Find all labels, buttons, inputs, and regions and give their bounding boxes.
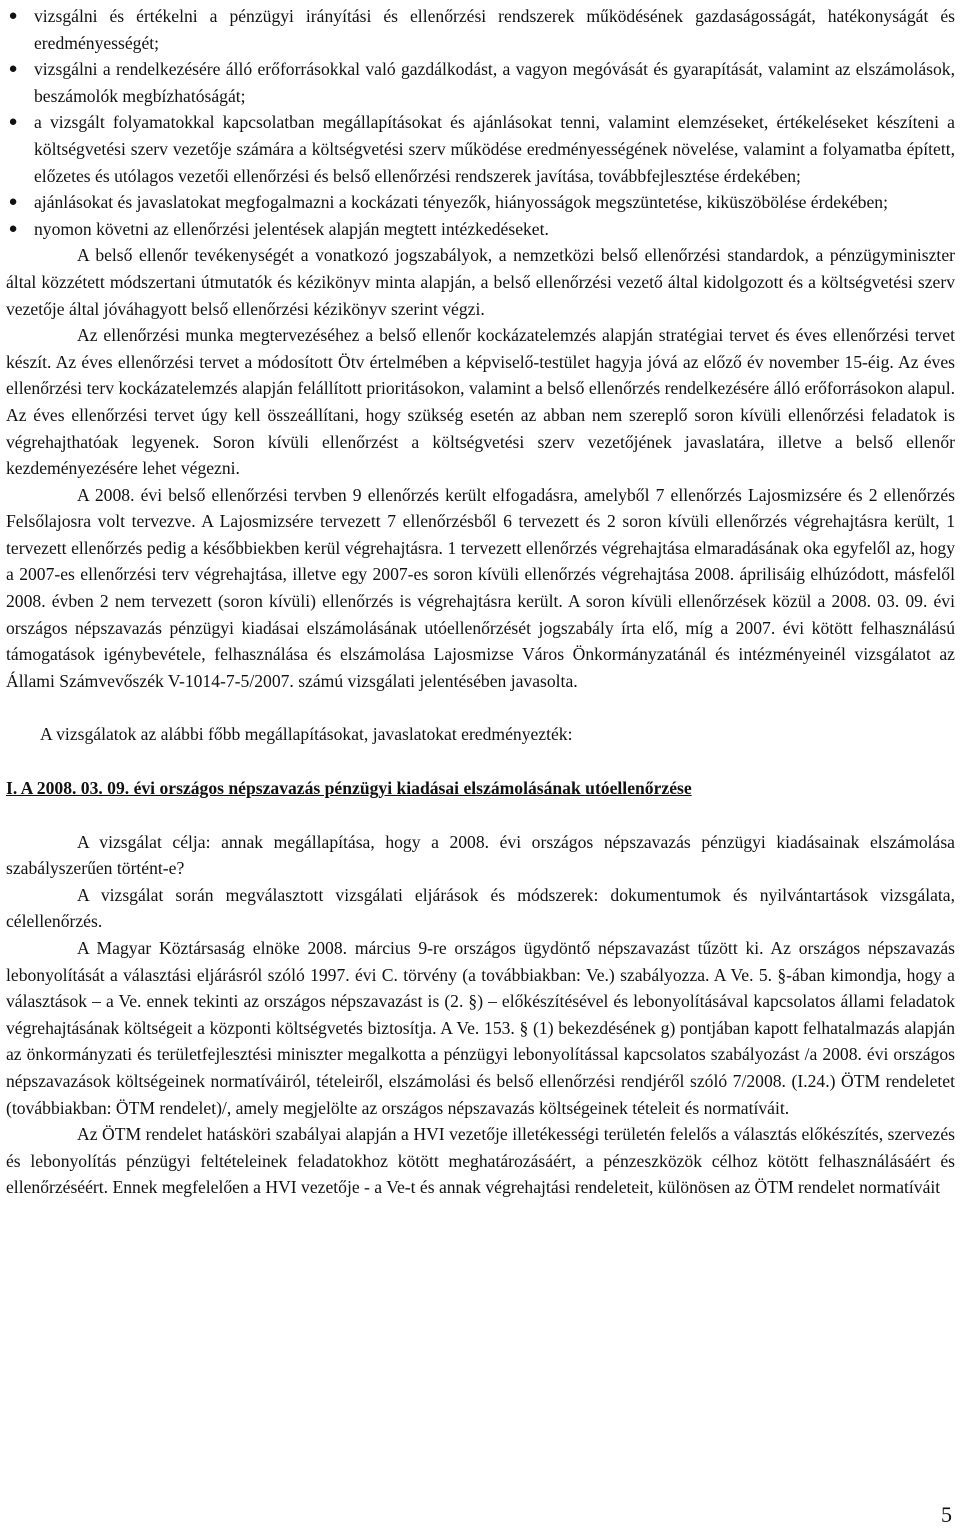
paragraph-referendum: A Magyar Köztársaság elnöke 2008. március 9-re országos ügydöntő népszavazást tűzött ki. Az országos népszavazás lebonyolítását a választási eljárásról szóló 1997. évi C. törvény (a továbbiakban: Ve.) szabályozza. A Ve. 5. §-ában kimondja, hogy a választások – a Ve. ennek tekinti az országos népszavazást is (2. §) – előkészítésével és lebonyolításával kapcsolatos állami feladatok végrehajtásának költségeit a központi költségvetés biztosítja. A Ve. 153. § (1) bekezdésének g) pontjában kapott felhatalmazás alapján az önkormányzati és területfejlesztési miniszter megalkotta a pénzügyi lebonyolítással kapcsolatos szabályozást /a 2008. évi országos népszavazások költségeinek normatíváiról, tételeiről, elszámolási és belső ellenőrzési rendjéről szóló 7/2008. (I.24.) ÖTM rendeletet (továbbiakban: ÖTM rendelet)/, amely megjelölte az országos népszavazás költségeinek tételeit és normatíváit. (6, 938, 955, 1118)
paragraph-2008-plan: A 2008. évi belső ellenőrzési tervben 9 ellenőrzés került elfogadásra, amelyből 7 ellenőrzés Lajosmizsére és 2 ellenőrzés Felsőlajosra volt tervezve. A Lajosmizsére tervezett 7 ellenőrzésből 6 tervezett és 2 soron kívüli ellenőrzés végrehajtásra került, 1 tervezett ellenőrzés pedig a későbbiekben kerül végrehajtásra. 1 tervezett ellenőrzés végrehajtása elmaradásának oka egyfelől az, hogy a 2007-es ellenőrzési terv végrehajtása, illetve egy 2007-es soron kívüli ellenőrzés végrehajtása 2008. áprilisáig elhúzódott, másfelől 2008. évben 2 nem tervezett (soron kívüli) ellenőrzés is végrehajtásra került. A soron kívüli ellenőrzések közül a 2008. 03. 09. évi országos népszavazás pénzügyi kiadásai elszámolásának utóellenőrzését jogszabály írta elő, míg a 2007. évi kötött felhasználású támogatások igénybevétele, felhasználása és elszámolása Lajosmizse Város Önkormányzatánál és intézményeinél vizsgálatot az Állami Számvevőszék V-1014-7-5/2007. számú vizsgálati jelentésében javasolta. (6, 484, 955, 691)
paragraph-otm-decree: Az ÖTM rendelet hatásköri szabályai alapján a HVI vezetője illetékességi területén felelős a választás előkészítés, szervezés és lebonyolítás pénzügyi feltételeinek feladatokhoz kötött meghatározásáért, a pénzeszközök célhoz kötött felhasználásáért és ellenőrzéséért. Ennek megfelelően a HVI vezetője - a Ve-t és annak végrehajtási rendeleteit, különösen az ÖTM rendelet normatíváit (6, 1124, 955, 1198)
bullet-icon: ● (8, 194, 18, 211)
list-item-text: nyomon követni az ellenőrzési jelentések alapján megtett intézkedéseket. (34, 218, 549, 239)
paragraph-planning: Az ellenőrzési munka megtervezéséhez a belső ellenőr kockázatelemzés alapján stratégiai tervet és éves ellenőrzési tervet készít. Az éves ellenőrzési tervet a módosított Ötv értelmében a képviselő-testület hagyja jóvá az előző év november 15-éig. Az éves ellenőrzési terv kockázatelemzés alapján felállított prioritásokon, valamint a belső ellenőrzés rendelkezésére álló erőforrásokon alapul. Az éves ellenőrzési tervet úgy kell összeállítani, hogy szükség esetén az abban nem szereplő soron kívüli ellenőrzési feladatok is végrehajthatóak legyenek. Soron kívüli ellenőrzést a költségvetési szerv vezetőjének javaslatára, illetve a belső ellenőr kezdeményezésére lehet végezni. (6, 325, 955, 479)
list-item-text: vizsgálni és értékelni a pénzügyi irányítási és ellenőrzési rendszerek működésének gazdaságosságát, hatékonyságát és eredményességét; (34, 6, 955, 53)
list-item-text: a vizsgált folyamatokkal kapcsolatban megállapításokat és ajánlásokat tenni, valamint elemzéseket, értékeléseket készíteni a költségvetési szerv vezetője számára a költségvetési szerv működése eredményességének növelése, valamint a folyamatba épített, előzetes és utólagos vezetői ellenőrzési és belső ellenőrzési rendszerek javítása, továbbfejlesztése érdekében; (34, 112, 955, 186)
paragraph-purpose: A vizsgálat célja: annak megállapítása, hogy a 2008. évi országos népszavazás pénzügyi kiadásainak elszámolása szabályszerűen történt-e? (6, 831, 955, 879)
list-item (6, 216, 955, 243)
list-item (6, 56, 955, 109)
list-item (6, 189, 955, 216)
list-item-text: vizsgálni a rendelkezésére álló erőforrásokkal való gazdálkodást, a vagyon megóvását és gyarapítását, valamint az elszámolások, beszámolók megbízhatóságát; (34, 59, 955, 106)
task-list (6, 3, 955, 242)
document-page (6, 3, 955, 1201)
paragraph-summary: A vizsgálatok az alábbi főbb megállapításokat, javaslatokat eredményezték: (40, 724, 573, 745)
list-item (6, 109, 955, 189)
section-heading: I. A 2008. 03. 09. évi országos népszavazás pénzügyi kiadásai elszámolásának utóellenőrzése (6, 778, 692, 799)
list-item (6, 3, 955, 56)
bullet-icon: ● (8, 114, 18, 131)
paragraph-methods: A vizsgálat során megválasztott vizsgálati eljárások és módszerek: dokumentumok és nyilvántartások vizsgálata, célellenőrzés. (6, 884, 955, 932)
list-item-text: ajánlásokat és javaslatokat megfogalmazni a kockázati tényezők, hiányosságok megszüntetése, kiküszöbölése érdekében; (34, 192, 888, 213)
bullet-icon: ● (8, 220, 18, 237)
paragraph-methodology: A belső ellenőr tevékenységét a vonatkozó jogszabályok, a nemzetközi belső ellenőrzési standardok, a pénzügyminiszter által közzétett módszertani útmutatók és kézikönyv minta alapján, a belső ellenőrzési vezető által kidolgozott és a költségvetési szerv vezetője által jóváhagyott belső ellenőrzési kézikönyv szerint végzi. (6, 245, 955, 319)
bullet-icon: ● (8, 8, 18, 24)
bullet-icon: ● (8, 61, 18, 78)
page-number: 5 (941, 1502, 952, 1528)
